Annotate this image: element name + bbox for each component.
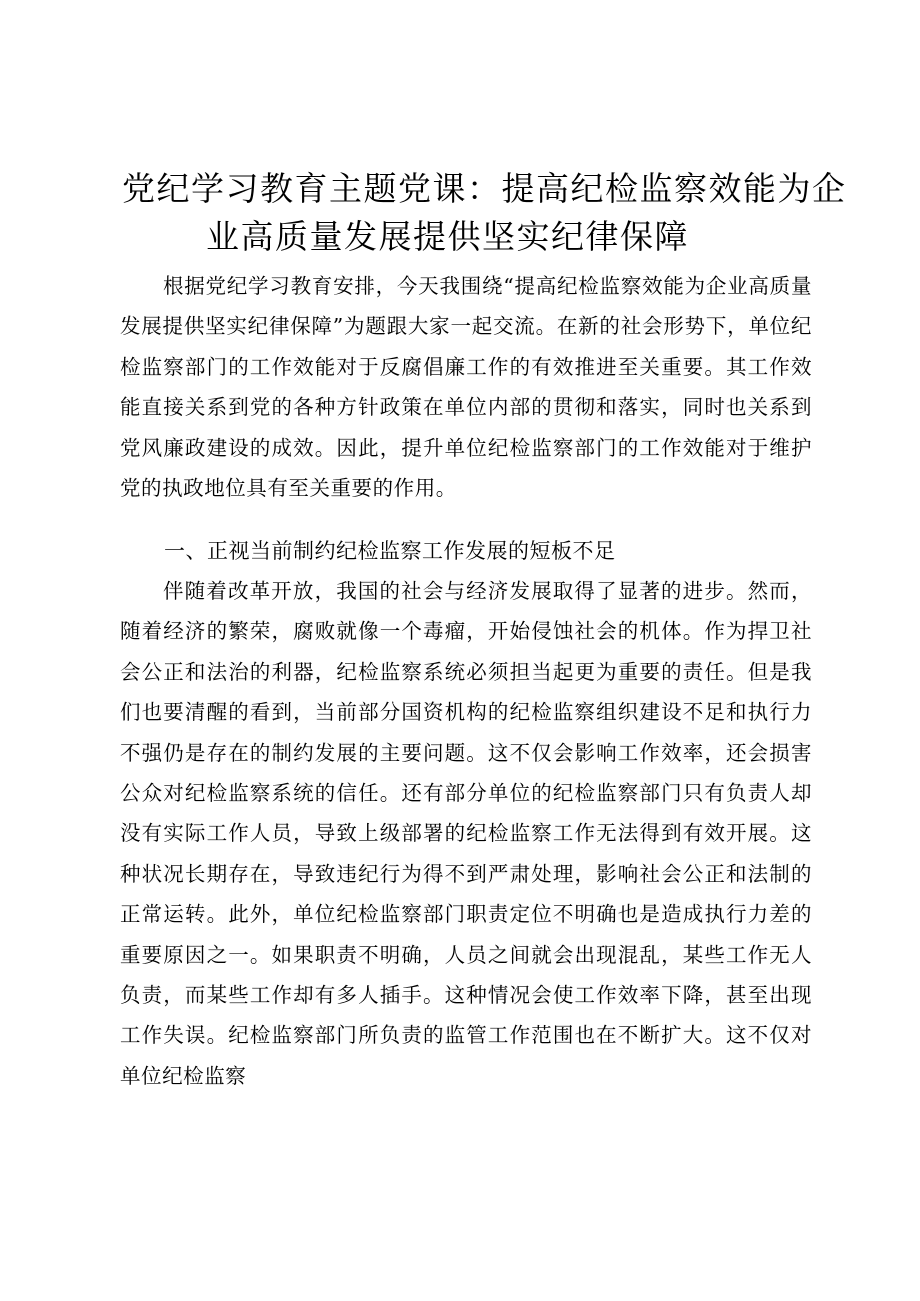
intro-paragraph: 根据党纪学习教育安排，今天我围绕“提高纪检监察效能为企业高质量发展提供坚实纪律保障”为题跟大家一起交流。在新的社会形势下，单位纪检监察部门的工作效能对于反腐倡廉工作的有效推进至关重要。其工作效能直接关系到党的各种方针政策在单位内部的贯彻和落实，同时也关系到党风廉政建设的成效。因此，提升单位纪检监察部门的工作效能对于维护党的执政地位具有至关重要的作用。	[120, 274, 812, 501]
document-title-line-2: 业高质量发展提供坚实纪律保障	[206, 217, 689, 256]
section-1-paragraph: 伴随着改革开放，我国的社会与经济发展取得了显著的进步。然而，随着经济的繁荣，腐败就像一个毒瘤，开始侵蚀社会的机体。作为捍卫社会公正和法治的利器，纪检监察系统必须担当起更为重要的责任。但是我们也要清醒的看到，当前部分国资机构的纪检监察组织建设不足和执行力不强仍是存在的制约发展的主要问题。这不仅会影响工作效率，还会损害公众对纪检监察系统的信任。还有部分单位的纪检监察部门只有负责人却没有实际工作人员，导致上级部署的纪检监察工作无法得到有效开展。这种状况长期存在，导致违纪行为得不到严肃处理，影响社会公正和法制的正常运转。此外，单位纪检监察部门职责定位不明确也是造成执行力差的重要原因之一。如果职责不明确，人员之间就会出现混乱，某些工作无人负责，而某些工作却有多人插手。这种情况会使工作效率下降，甚至出现工作失误。纪检监察部门所负责的监管工作范围也在不断扩大。这不仅对单位纪检监察	[120, 579, 812, 1088]
section-1-heading: 一、正视当前制约纪检监察工作发展的短板不足	[164, 539, 616, 563]
document-title-line-1: 党纪学习教育主题党课：提高纪检监察效能为企	[122, 169, 847, 208]
